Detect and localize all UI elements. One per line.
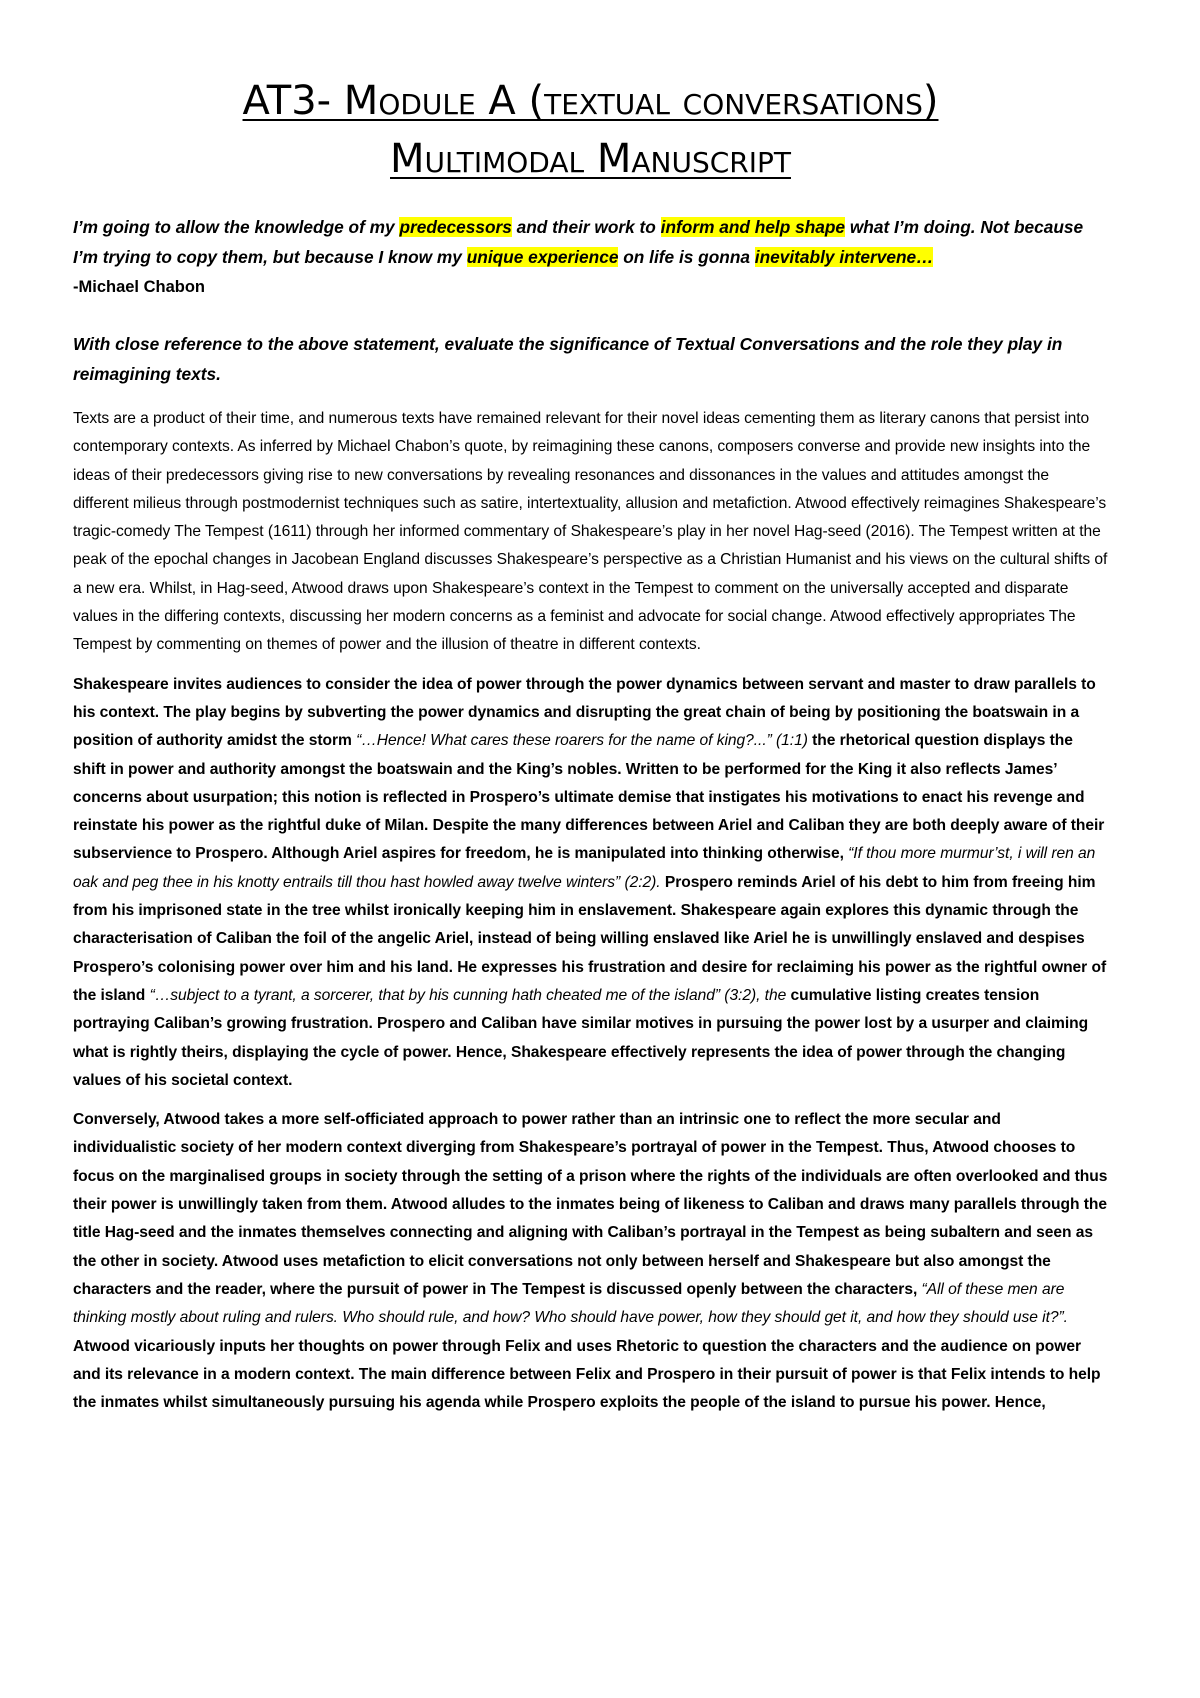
- paragraph-text: cumulative listing creates tension portraying Caliban’s growing frustration. Prospero and Caliban have similar motives in pursuing the power lost by a usurper and claiming what is rightly theirs, displaying the cycle of power. Hence, Shakespeare effectively represents the idea of power through the changing values of his societal context.: [73, 986, 1089, 1089]
- epigraph-part: on life is gonna: [618, 247, 755, 267]
- epigraph-part: and their work to: [511, 217, 661, 237]
- epigraph-part: I’m going to allow the knowledge of my: [73, 217, 400, 237]
- highlight-predecessors: predecessors: [399, 217, 512, 237]
- highlight-unique-experience: unique experience: [466, 247, 619, 267]
- paragraph-text: Atwood vicariously inputs her thoughts on power through Felix and uses Rhetoric to question the characters and the audience on power and its relevance in a modern context. The main difference between Felix and Prospero in their pursuit of power is that Felix intends to help the inmates whilst simultaneously pursuing his agenda while Prospero exploits the people of the island to pursue his power. Hence,: [73, 1337, 1101, 1412]
- highlight-inform: inform and help shape: [660, 217, 846, 237]
- title-line-1: AT3- Module A (textual conversations): [242, 78, 939, 124]
- paragraph-shakespeare-power: [73, 671, 1108, 1095]
- epigraph-part: what I’m doing. Not because I’m trying to copy them, but because I know my: [73, 217, 1084, 267]
- paragraph-atwood-power: [73, 1106, 1108, 1417]
- quotation: “…Hence! What cares these roarers for the name of king?...” (1:1): [356, 732, 808, 750]
- essay-question: With close reference to the above statement, evaluate the significance of Textual Conversations and the role they play in reimagining texts.: [73, 334, 1063, 384]
- paragraph-text: Shakespeare invites audiences to consider the idea of power through the power dynamics between servant and master to draw parallels to his context. The play begins by subverting the power dynamics and disrupting the great chain of being by positioning the boatswain in a position of authority amidst the storm: [73, 675, 1096, 750]
- paragraph-introduction: [73, 405, 1108, 660]
- quotation: “If thou more murmur’st, i will ren an oak and peg thee in his knotty entrails till thou hast howled away twelve winters” (2:2).: [73, 845, 1096, 891]
- highlight-inevitably-intervene: inevitably intervene…: [754, 247, 934, 267]
- paragraph-text: Conversely, Atwood takes a more self-officiated approach to power rather than an intrinsic one to reflect the more secular and individualistic society of her modern context diverging from Shakespeare’s portrayal of power in the Tempest. Thus, Atwood chooses to focus on the marginalised groups in society through the setting of a prison where the rights of the individuals are often overlooked and thus their power is unwillingly taken from them. Atwood alludes to the inmates being of likeness to Caliban and draws many parallels through the title Hag-seed and the inmates themselves connecting and aligning with Caliban’s portrayal in the Tempest as being subaltern and seen as the other in society. Atwood uses metafiction to elicit conversations not only between herself and Shakespeare but also amongst the characters and the reader, where the pursuit of power in The Tempest is discussed openly between the characters,: [73, 1111, 1108, 1298]
- epigraph-quote: [73, 212, 1108, 272]
- epigraph-attribution: -Michael Chabon: [73, 278, 206, 296]
- document-title: [73, 72, 1108, 188]
- quotation: “All of these men are thinking mostly about ruling and rulers. Who should rule, and how? Who should have power, how they should get it, and how they should use it?”.: [73, 1280, 1068, 1327]
- paragraph-text: Prospero reminds Ariel of his debt to him from freeing him from his imprisoned state in the tree whilst ironically keeping him in enslavement. Shakespeare again explores this dynamic through the characterisation of Caliban the foil of the angelic Ariel, instead of being willing enslaved like Ariel he is unwillingly enslaved and despises Prospero’s colonising power over him and his land. He expresses his frustration and desire for reclaiming his power as the rightful owner of the island: [73, 873, 1107, 1004]
- paragraph-text: the rhetorical question displays the shift in power and authority amongst the boatswain and the King’s nobles. Written to be performed for the King it also reflects James’ concerns about usurpation; this notion is reflected in Prospero’s ultimate demise that instigates his motivations to enact his revenge and reinstate his power as the rightful duke of Milan. Despite the many differences between Ariel and Caliban they are both deeply aware of their subservience to Prospero. Although Ariel aspires for freedom, he is manipulated into thinking otherwise,: [73, 732, 1105, 863]
- title-line-2: Multimodal Manuscript: [390, 136, 791, 182]
- paragraph-text: Texts are a product of their time, and numerous texts have remained relevant for their novel ideas cementing them as literary canons that persist into contemporary contexts. As inferred by Michael Chabon’s quote, by reimagining these canons, composers converse and provide new insights into the ideas of their predecessors giving rise to new conversations by revealing resonances and dissonances in the values and attitudes amongst the different milieus through postmodernist techniques such as satire, intertextuality, allusion and metafiction. Atwood effectively reimagines Shakespeare’s tragic-comedy The Tempest (1611) through her informed commentary of Shakespeare’s play in her novel Hag-seed (2016). The Tempest written at the peak of the epochal changes in Jacobean England discusses Shakespeare’s perspective as a Christian Humanist and his views on the cultural shifts of a new era. Whilst, in Hag-seed, Atwood draws upon Shakespeare’s context in the Tempest to comment on the universally accepted and disparate values in the differing contexts, discussing her modern concerns as a feminist and advocate for social change. Atwood effectively appropriates The Tempest by commenting on themes of power and the illusion of theatre in different contexts.: [73, 410, 1108, 654]
- quotation: “…subject to a tyrant, a sorcerer, that by his cunning hath cheated me of the island” (3:2), the: [149, 986, 787, 1004]
